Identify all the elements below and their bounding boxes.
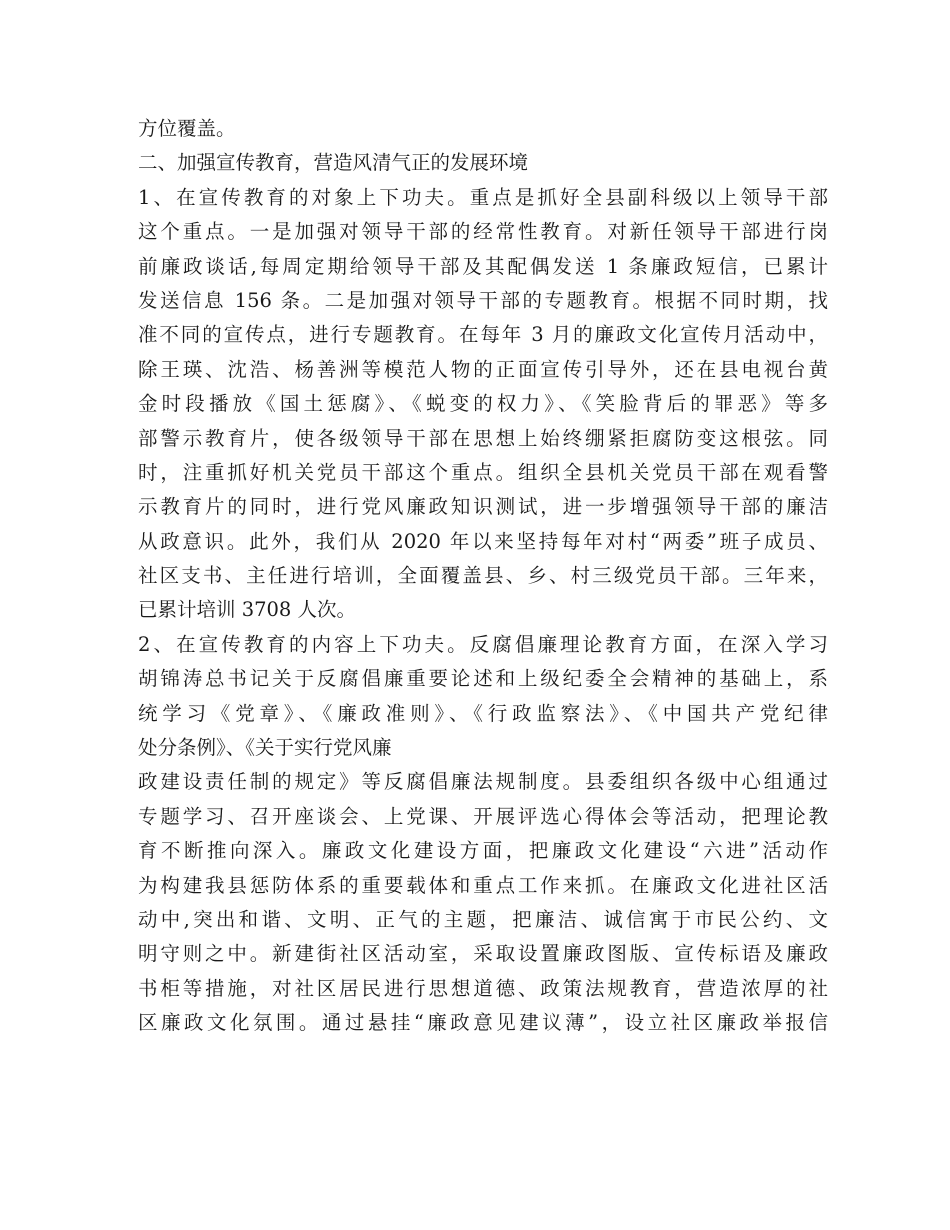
text-line: 准不同的宣传点，进行专题教育。在每年 3 月的廉政文化宣传月活动中， xyxy=(138,323,828,347)
text-line: 书柜等措施，对社区居民进行思想道德、政策法规教育，营造浓厚的社 xyxy=(138,976,828,1000)
text-line: 二、加强宣传教育，营造风清气正的发展环境 xyxy=(138,151,529,175)
text-line: 1、在宣传教育的对象上下功夫。重点是抓好全县副科级以上领导干部 xyxy=(138,185,828,209)
text-line: 社区支书、主任进行培训，全面覆盖县、乡、村三级党员干部。三年来， xyxy=(138,564,828,588)
text-line: 明守则之中。新建街社区活动室，采取设置廉政图版、宣传标语及廉政 xyxy=(138,942,828,966)
text-line: 为构建我县惩防体系的重要载体和重点工作来抓。在廉政文化进社区活 xyxy=(138,873,828,897)
text-line: 方位覆盖。 xyxy=(138,117,236,140)
text-line: 区廉政文化氛围。通过悬挂“廉政意见建议薄”，设立社区廉政举报信 xyxy=(138,1011,828,1035)
text-line: 胡锦涛总书记关于反腐倡廉重要论述和上级纪委全会精神的基础上，系 xyxy=(138,667,828,691)
document-body xyxy=(138,112,828,1041)
text-line: 统学习《党章》、《廉政准则》、《行政监察法》、《中国共产党纪律 xyxy=(138,701,828,725)
text-line: 金时段播放《国土惩腐》、《蜕变的权力》、《笑脸背后的罪恶》等多 xyxy=(138,392,828,416)
text-line: 动中,突出和谐、文明、正气的主题，把廉洁、诚信寓于市民公约、文 xyxy=(138,907,828,931)
text-line: 这个重点。一是加强对领导干部的经常性教育。对新任领导干部进行岗 xyxy=(138,220,828,244)
text-line: 从政意识。此外，我们从 2020 年以来坚持每年对村“两委”班子成员、 xyxy=(138,529,828,553)
text-line: 已累计培训 3708 人次。 xyxy=(138,598,357,622)
text-line: 发送信息 156 条。二是加强对领导干部的专题教育。根据不同时期，找 xyxy=(138,288,828,312)
text-line: 政建设责任制的规定》等反腐倡廉法规制度。县委组织各级中心组通过 xyxy=(138,770,828,794)
text-line: 部警示教育片，使各级领导干部在思想上始终绷紧拒腐防变这根弦。同 xyxy=(138,426,828,450)
text-line: 处分条例》、《关于实行党风廉 xyxy=(138,736,392,760)
text-line: 示教育片的同时，进行党风廉政知识测试，进一步增强领导干部的廉洁 xyxy=(138,495,828,519)
text-line: 育不断推向深入。廉政文化建设方面，把廉政文化建设“六进”活动作 xyxy=(138,839,828,863)
text-line: 前廉政谈话,每周定期给领导干部及其配偶发送 1 条廉政短信，已累计 xyxy=(138,254,828,278)
text-line: 专题学习、召开座谈会、上党课、开展评选心得体会等活动，把理论教 xyxy=(138,804,828,828)
text-line: 时，注重抓好机关党员干部这个重点。组织全县机关党员干部在观看警 xyxy=(138,460,828,484)
text-line: 2、在宣传教育的内容上下功夫。反腐倡廉理论教育方面，在深入学习 xyxy=(138,632,828,656)
text-line: 除王瑛、沈浩、杨善洲等模范人物的正面宣传引导外，还在县电视台黄 xyxy=(138,357,828,381)
